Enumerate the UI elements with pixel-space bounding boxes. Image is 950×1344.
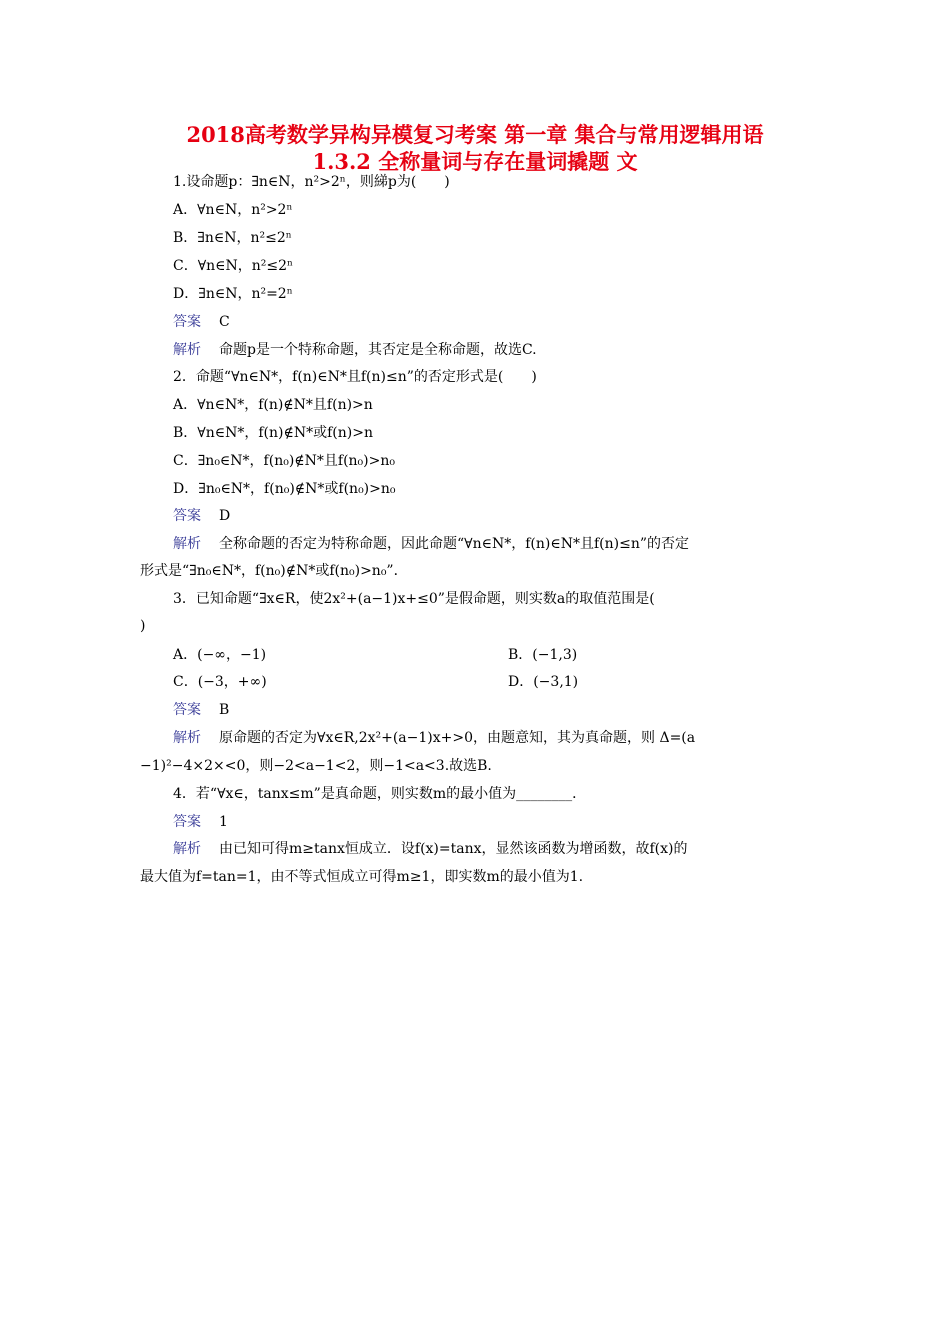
- q1-option-c: C．∀n∈N，n²≤2ⁿ: [173, 258, 294, 274]
- q3-answer: [173, 701, 229, 719]
- analysis-label: 解析: [173, 730, 201, 746]
- analysis-label: 解析: [173, 536, 201, 552]
- q3-analysis-text-1: 原命题的否定为∀x∈R,2x²+(a−1)x+>0，由题意知，其为真命题，则 Δ=(a: [219, 730, 696, 746]
- q2-answer-value: D: [219, 508, 231, 524]
- q1-stem: 1.设命题p：∃n∈N，n²>2ⁿ，则綈p为( ): [173, 174, 450, 190]
- q4-stem: 4．若“∀x∈，tanx≤m”是真命题，则实数m的最小值为________．: [173, 786, 587, 802]
- document-title-line1: 2018高考数学异构异模复习考案 第一章 集合与常用逻辑用语: [186, 122, 764, 147]
- q4-answer: [173, 813, 228, 831]
- q2-option-d: D．∃n₀∈N*，f(n₀)∉N*或f(n₀)>n₀: [173, 481, 396, 497]
- q1-option-d: D．∃n∈N，n²=2ⁿ: [173, 286, 293, 302]
- q2-stem: 2．命题“∀n∈N*，f(n)∈N*且f(n)≤n”的否定形式是( ): [173, 369, 537, 385]
- answer-label: 答案: [173, 508, 201, 524]
- q3-stem: 3．已知命题“∃x∈R，使2x²+(a−1)x+≤0”是假命题，则实数a的取值范围是(: [173, 591, 655, 607]
- q4-analysis-text-2: 最大值为f=tan=1，由不等式恒成立可得m≥1，即实数m的最小值为1.: [140, 869, 584, 885]
- q1-answer-value: C: [219, 314, 230, 330]
- q1-analysis: [173, 341, 537, 359]
- analysis-label: 解析: [173, 841, 201, 857]
- q2-analysis: [173, 535, 689, 553]
- q4-analysis-text-1: 由已知可得m≥tanx恒成立．设f(x)=tanx，显然该函数为增函数，故f(x)的: [219, 841, 688, 857]
- q3-option-d: D．(−3,1): [508, 674, 579, 690]
- q2-answer: [173, 507, 230, 525]
- analysis-label: 解析: [173, 342, 201, 358]
- answer-label: 答案: [173, 702, 201, 718]
- q3-stem-cont: ): [140, 618, 146, 634]
- q3-analysis: [173, 729, 695, 747]
- q1-option-a: A．∀n∈N，n²>2ⁿ: [173, 202, 293, 218]
- q2-option-b: B．∀n∈N*，f(n)∉N*或f(n)>n: [173, 425, 373, 441]
- answer-label: 答案: [173, 314, 201, 330]
- q1-analysis-text: 命题p是一个特称命题，其否定是全称命题，故选C.: [219, 342, 537, 358]
- q2-analysis-text-2: 形式是“∃n₀∈N*，f(n₀)∉N*或f(n₀)>n₀”．: [140, 563, 408, 579]
- q1-answer: [173, 313, 230, 331]
- answer-label: 答案: [173, 814, 201, 830]
- q1-option-b: B．∃n∈N，n²≤2ⁿ: [173, 230, 292, 246]
- q3-option-a: A．(−∞，−1): [173, 647, 267, 663]
- q3-answer-value: B: [219, 702, 230, 718]
- q4-answer-value: 1: [219, 814, 228, 830]
- q3-option-c: C．(−3，+∞): [173, 674, 267, 690]
- q3-option-b: B．(−1,3): [508, 647, 578, 663]
- q3-analysis-text-2: −1)²−4×2×<0，则−2<a−1<2，则−1<a<3.故选B.: [140, 758, 492, 774]
- q4-analysis: [173, 840, 688, 858]
- q2-analysis-text-1: 全称命题的否定为特称命题，因此命题“∀n∈N*，f(n)∈N*且f(n)≤n”的否定: [219, 536, 689, 552]
- document-title-line2: 1.3.2 全称量词与存在量词撬题 文: [312, 149, 638, 174]
- q2-option-c: C．∃n₀∈N*，f(n₀)∉N*且f(n₀)>n₀: [173, 453, 395, 469]
- q2-option-a: A．∀n∈N*，f(n)∉N*且f(n)>n: [173, 397, 373, 413]
